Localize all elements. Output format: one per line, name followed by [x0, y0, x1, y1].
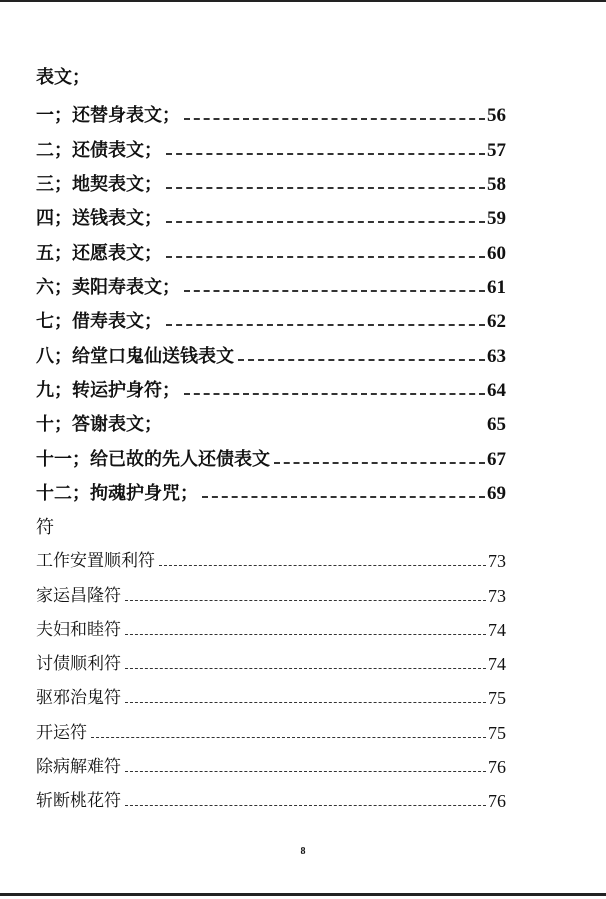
dot-leader: [125, 668, 486, 669]
toc-entry-page: 74: [488, 654, 506, 674]
dot-leader: [125, 805, 486, 806]
dot-leader: [238, 359, 485, 361]
toc-entry-label: 一；还替身表文；: [36, 105, 180, 126]
toc-entry[interactable]: [36, 652, 506, 676]
toc-entry-label: 开运符: [36, 723, 87, 743]
toc-entry-page: 58: [487, 174, 506, 195]
toc-entry-label: 讨债顺利符: [36, 654, 121, 674]
dot-leader: [166, 324, 485, 326]
toc-entry-label: 七；借寿表文；: [36, 311, 162, 332]
toc-entry-label: 家运昌隆符: [36, 586, 121, 606]
dot-leader: [184, 393, 485, 395]
toc-entry-label: 四；送钱表文；: [36, 208, 162, 229]
toc-entry-label: 夫妇和睦符: [36, 620, 121, 640]
toc-entry-page: 73: [488, 551, 506, 571]
toc-entry[interactable]: [36, 310, 506, 334]
toc-entry[interactable]: [36, 413, 506, 437]
dot-leader: [125, 771, 486, 772]
dot-leader: [159, 565, 486, 566]
toc-entry-page: 76: [488, 791, 506, 811]
toc-entry-page: 74: [488, 620, 506, 640]
dot-leader: [166, 187, 485, 189]
dot-leader: [202, 496, 485, 498]
toc-entry-label: 十二；拘魂护身咒；: [36, 483, 198, 504]
toc-entry[interactable]: [36, 104, 506, 128]
toc-entry-page: 60: [487, 243, 506, 264]
toc-entry-page: 59: [487, 208, 506, 229]
toc-entry-page: 57: [487, 140, 506, 161]
toc-entry-label: 十；答谢表文；: [36, 414, 162, 435]
top-border: [0, 0, 606, 2]
toc-entry-label: 三；地契表文；: [36, 174, 162, 195]
dot-leader: [274, 462, 485, 464]
toc-entry[interactable]: [36, 207, 506, 231]
toc-entry-page: 61: [487, 277, 506, 298]
section-heading-fu: 符: [36, 517, 54, 538]
dot-leader: [166, 256, 485, 258]
dot-leader: [125, 702, 486, 703]
toc-entry-page: 76: [488, 757, 506, 777]
bottom-border: [0, 893, 606, 896]
toc-entry-page: 75: [488, 688, 506, 708]
toc-entry[interactable]: [36, 276, 506, 300]
dot-leader: [125, 634, 486, 635]
toc-entry-label: 九；转运护身符；: [36, 380, 180, 401]
toc-entry[interactable]: [36, 139, 506, 163]
page-number: 8: [300, 846, 306, 857]
toc-entry-label: 八；给堂口鬼仙送钱表文: [36, 346, 234, 367]
toc-entry-label: 五；还愿表文；: [36, 243, 162, 264]
toc-entry[interactable]: [36, 482, 506, 506]
dot-leader: [125, 600, 486, 601]
toc-entry-label: 除病解难符: [36, 757, 121, 777]
toc-entry[interactable]: [36, 789, 506, 813]
dot-leader: [166, 221, 485, 223]
toc-entry[interactable]: [36, 448, 506, 472]
toc-entry[interactable]: [36, 618, 506, 642]
toc-entry-page: 63: [487, 346, 506, 367]
dot-leader: [184, 118, 485, 120]
toc-entry-page: 56: [487, 105, 506, 126]
toc-entry[interactable]: [36, 549, 506, 573]
toc-entry[interactable]: [36, 721, 506, 745]
toc-entry-page: 67: [487, 449, 506, 470]
toc-entry[interactable]: [36, 755, 506, 779]
toc-entry-label: 二；还债表文；: [36, 140, 162, 161]
toc-entry[interactable]: [36, 345, 506, 369]
toc-entry[interactable]: [36, 379, 506, 403]
toc-entry-page: 62: [487, 311, 506, 332]
toc-entry[interactable]: [36, 584, 506, 608]
toc-entry-label: 六；卖阳寿表文；: [36, 277, 180, 298]
toc-entry[interactable]: [36, 242, 506, 266]
dot-leader: [166, 153, 485, 155]
toc-entry-page: 75: [488, 723, 506, 743]
toc-entry-label: 工作安置顺利符: [36, 551, 155, 571]
toc-entry-page: 73: [488, 586, 506, 606]
toc-entry-label: 驱邪治鬼符: [36, 688, 121, 708]
toc-entry[interactable]: [36, 173, 506, 197]
toc-entry-page: 64: [487, 380, 506, 401]
section-heading-biaowen: 表文；: [36, 67, 90, 88]
toc-entry-page: 69: [487, 483, 506, 504]
toc-entry-label: 斩断桃花符: [36, 791, 121, 811]
toc-entry[interactable]: [36, 686, 506, 710]
toc-entry-page: 65: [487, 414, 506, 435]
dot-leader: [184, 290, 485, 292]
dot-leader: [91, 737, 486, 738]
toc-entry-label: 十一；给已故的先人还债表文: [36, 449, 270, 470]
